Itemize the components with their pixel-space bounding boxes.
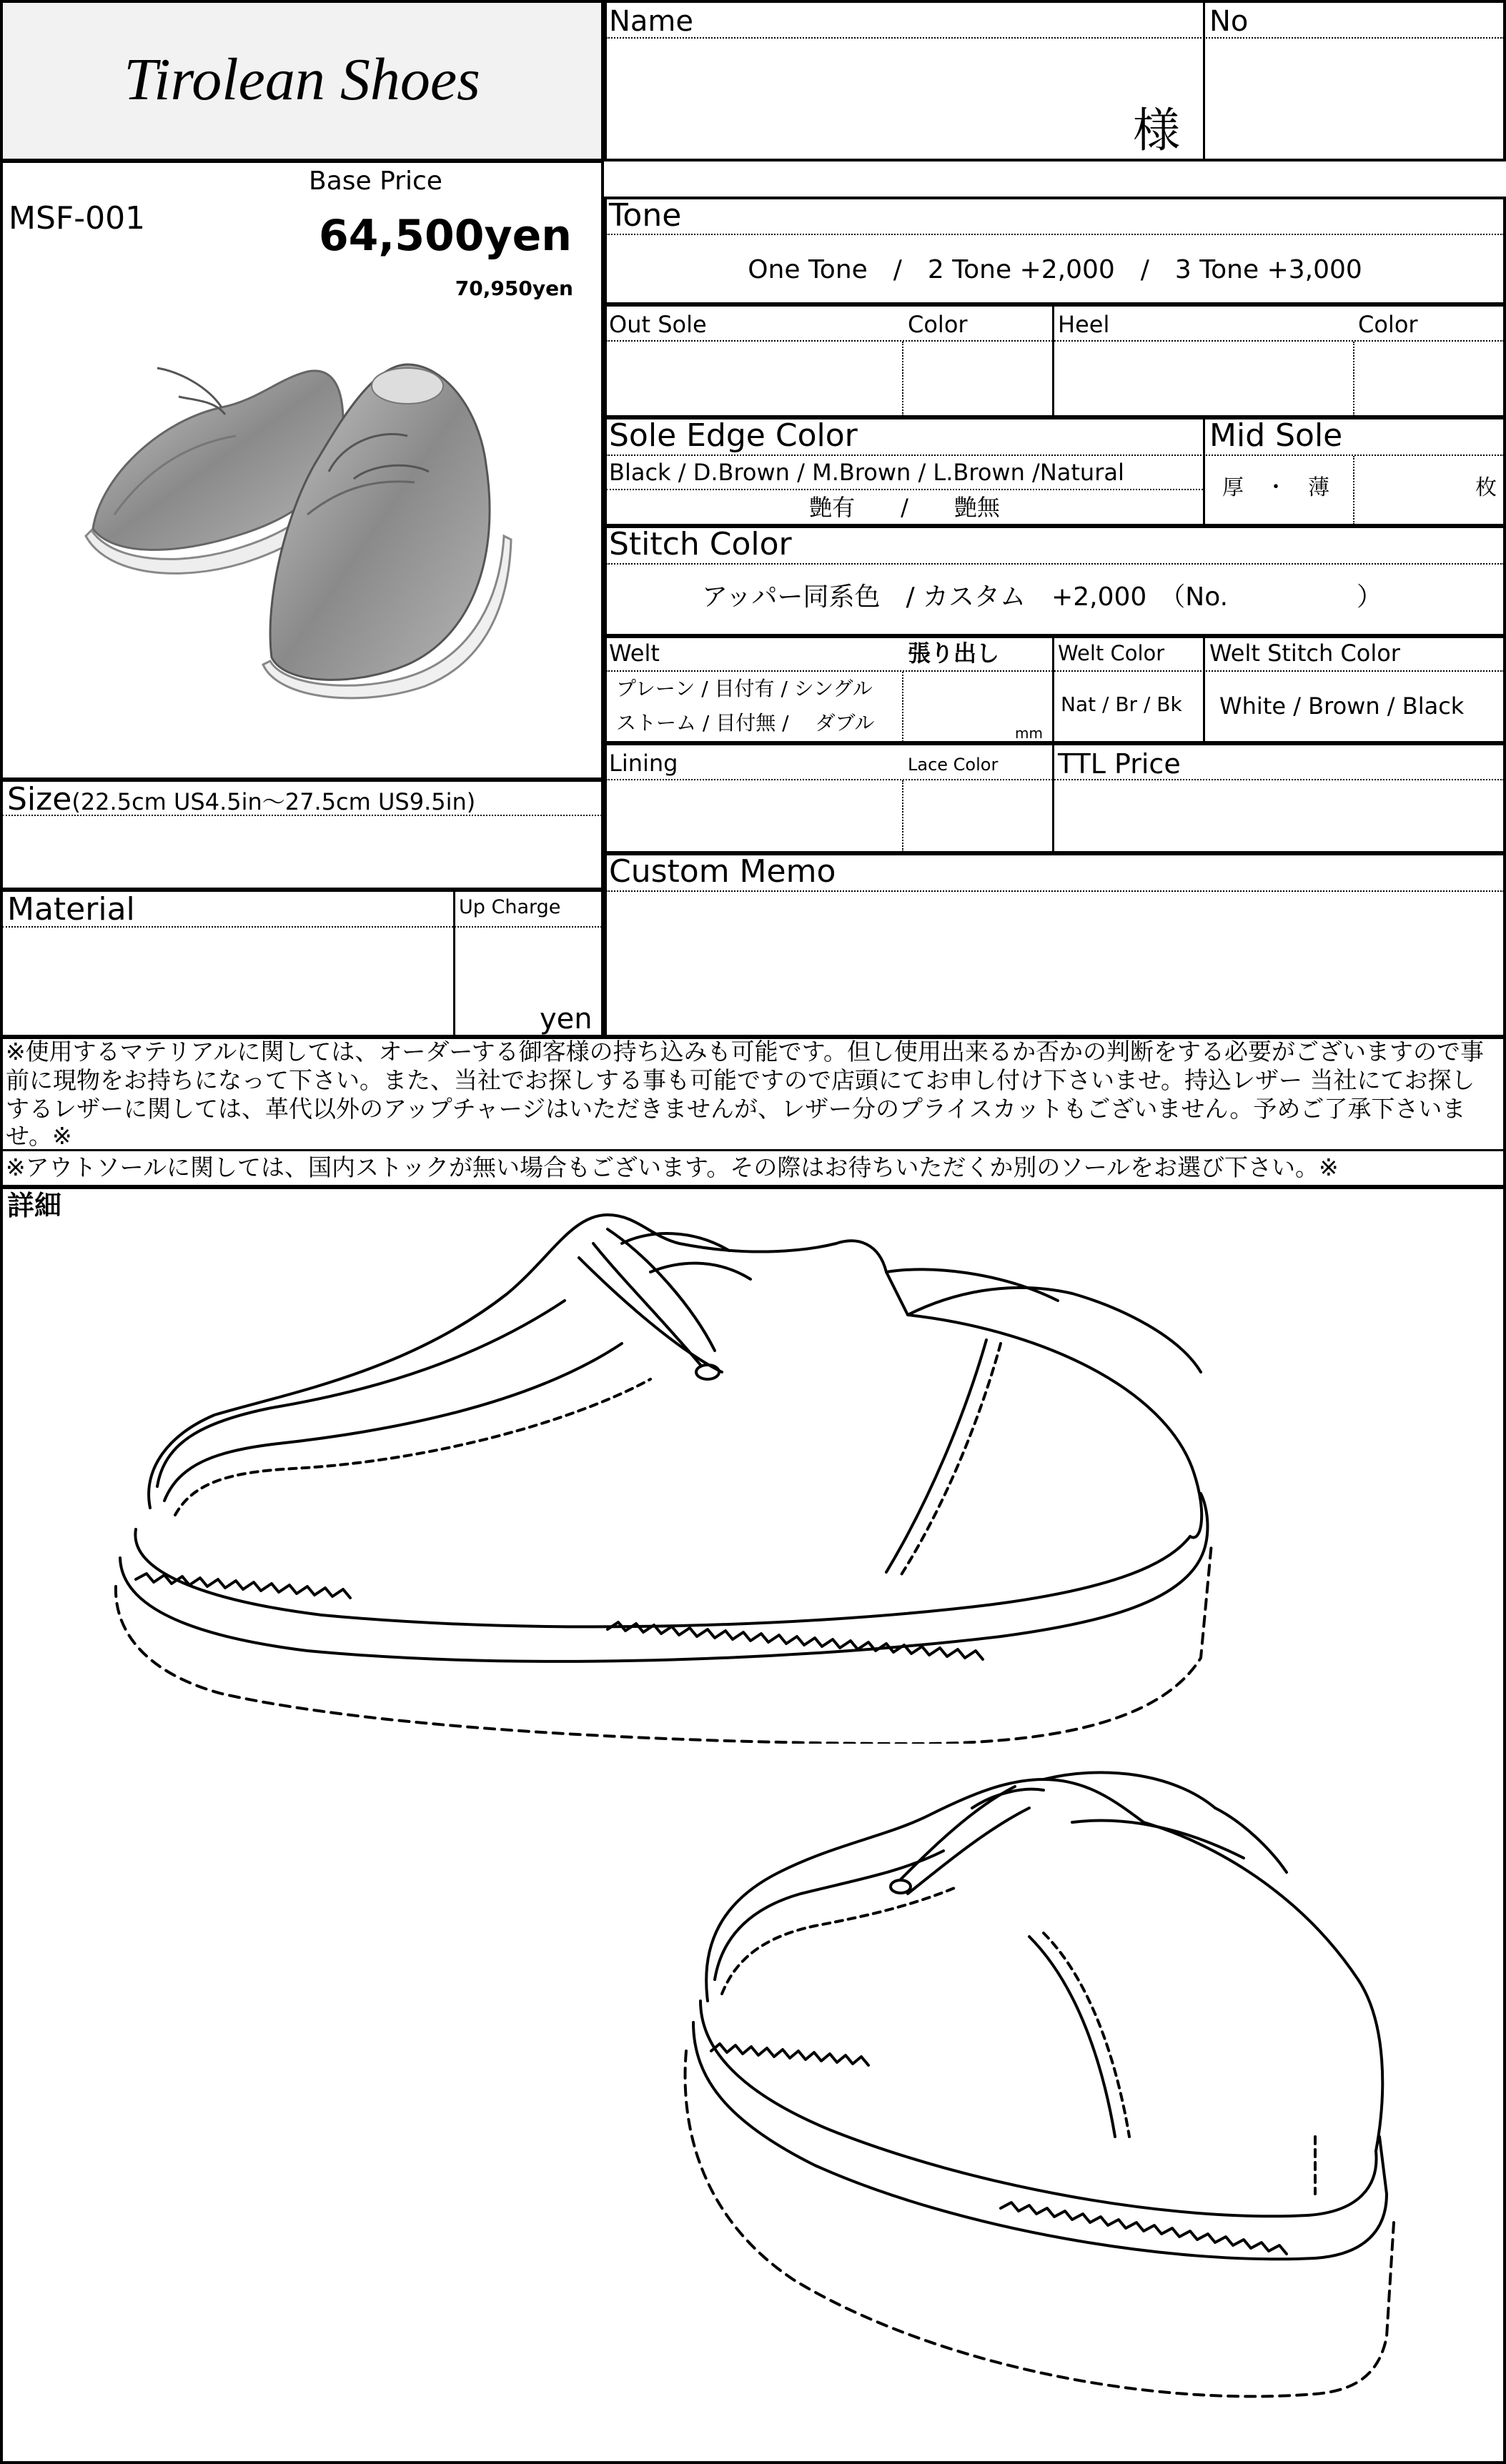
heel-color-field[interactable] <box>1357 344 1500 413</box>
welt-label: Welt <box>609 640 660 667</box>
outsole-field[interactable] <box>609 344 898 413</box>
tone-box <box>604 197 1506 305</box>
mid-sole-unit: 枚 <box>1475 475 1497 500</box>
mid-sole-thickness[interactable]: 厚 ・ 薄 <box>1222 475 1329 500</box>
lace-color-label: Lace Color <box>908 755 999 775</box>
welt-color-options[interactable]: Nat / Br / Bk <box>1061 692 1182 716</box>
memo-label: Custom Memo <box>609 853 836 890</box>
detail-label: 詳細 <box>7 1190 62 1221</box>
outsole-color-label: Color <box>908 311 968 338</box>
heel-field[interactable] <box>1056 344 1349 413</box>
memo-field[interactable] <box>609 895 1500 1033</box>
welt-type-line2[interactable]: ストーム / 目付無 / ダブル <box>616 711 875 735</box>
welt-stitch-color-options[interactable]: White / Brown / Black <box>1219 692 1465 720</box>
welt-type-line1[interactable]: プレーン / 目付有 / シングル <box>616 677 873 700</box>
outsole-color-field[interactable] <box>906 344 1049 413</box>
lace-color-field[interactable] <box>906 783 1049 849</box>
size-label: Size(22.5cm US4.5in～27.5cm US9.5in) <box>7 781 476 818</box>
product-photo <box>71 300 543 700</box>
stitch-options[interactable]: アッパー同系色 / カスタム +2,000 （No. ） <box>702 582 1383 612</box>
haridashi-label: 張り出し <box>908 640 1000 667</box>
sole-edge-options[interactable]: Black / D.Brown / M.Brown / L.Brown /Natural <box>609 459 1124 486</box>
tone-options[interactable]: One Tone / 2 Tone +2,000 / 3 Tone +3,000 <box>748 255 1362 284</box>
ttl-price-label: TTL Price <box>1058 748 1181 780</box>
material-note-line3: するレザーに関しては、革代以外のアップチャージはいただきませんが、レザー分のプライスカットもございません。予めご了承下さいま <box>6 1095 1466 1123</box>
shoe-side-view-drawing <box>107 1201 1279 1744</box>
ttl-price-field[interactable] <box>1056 783 1500 849</box>
base-price-label: Base Price <box>309 167 442 196</box>
material-note-line4: せ。※ <box>6 1122 72 1150</box>
size-field[interactable] <box>4 819 599 886</box>
mm-unit: mm <box>1015 725 1043 742</box>
stitch-label: Stitch Color <box>609 526 792 562</box>
yen-unit: yen <box>540 1003 593 1035</box>
size-range: (22.5cm US4.5in～27.5cm US9.5in) <box>71 788 476 815</box>
tone-label: Tone <box>609 197 682 234</box>
welt-stitch-color-label: Welt Stitch Color <box>1209 640 1400 667</box>
shoe-rear-view-drawing <box>672 1765 1415 2423</box>
name-label: Name <box>609 5 694 38</box>
sole-edge-label: Sole Edge Color <box>609 417 858 454</box>
customer-name-field[interactable] <box>608 41 1194 156</box>
heel-color-label: Color <box>1358 311 1418 338</box>
material-note-line2: 前に現物をお持ちになって下さい。また、当社でお探しする事も可能ですので店頭にてお申し付け下さいませ。持込レザー 当社にてお探し <box>6 1066 1475 1094</box>
outsole-note: ※アウトソールに関しては、国内ストックが無い場合もございます。その際はお待ちいただくか別のソールをお選び下さい。※ <box>6 1153 1339 1181</box>
base-price: 64,500yen <box>318 211 572 261</box>
brand-title: Tirolean Shoes <box>124 46 480 113</box>
honorific-sama: 様 <box>1133 103 1180 158</box>
sole-edge-finish[interactable]: 艶有 / 艶無 <box>809 494 1000 521</box>
material-label: Material <box>7 891 135 928</box>
lining-field[interactable] <box>609 783 898 849</box>
product-code: MSF-001 <box>9 200 146 237</box>
outsole-label: Out Sole <box>609 311 707 338</box>
material-field[interactable] <box>4 930 447 1033</box>
welt-color-label: Welt Color <box>1058 641 1165 665</box>
lining-label: Lining <box>609 750 678 777</box>
heel-label: Heel <box>1058 311 1110 338</box>
no-label: No <box>1209 5 1249 38</box>
mid-sole-label: Mid Sole <box>1209 417 1343 454</box>
order-number-field[interactable] <box>1208 41 1501 156</box>
tax-price: 70,950yen <box>455 277 573 300</box>
material-note-line1: ※使用するマテリアルに関しては、オーダーする御客様の持ち込みも可能です。但し使用出来るか否かの判断をする必要がございますので事 <box>6 1038 1485 1065</box>
up-charge-label: Up Charge <box>459 896 561 918</box>
